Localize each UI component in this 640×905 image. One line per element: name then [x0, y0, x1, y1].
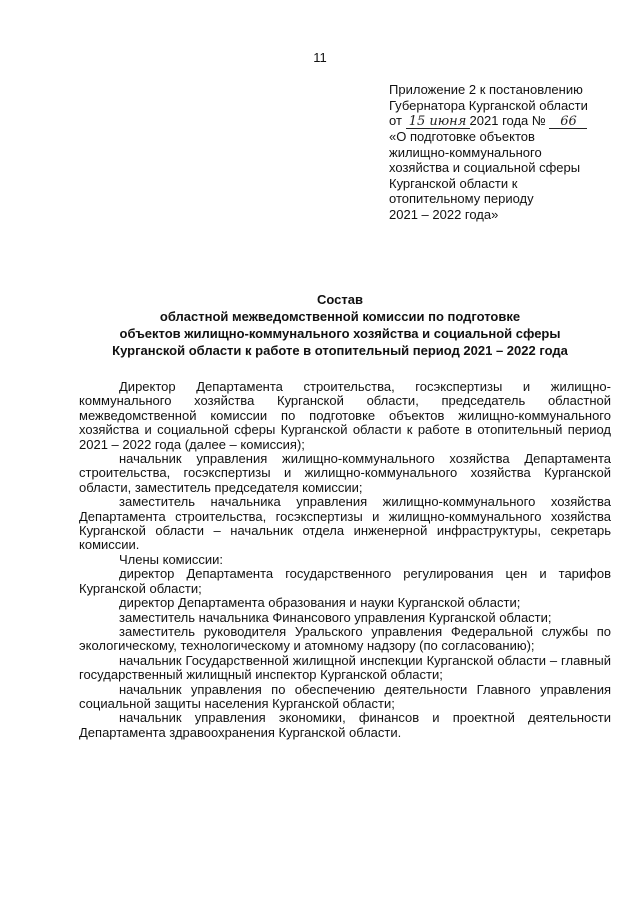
appendix-line: Губернатора Курганской области: [389, 97, 588, 113]
document-title: [40, 291, 640, 359]
member-item: заместитель руководителя Уральского управления Федеральной службы по экологическому, технологическому и атомному надзору (по согласованию);: [79, 623, 611, 654]
member-item: начальник управления экономики, финансов и проектной деятельности Департамента здравоохранения Курганской области.: [79, 710, 611, 740]
title-line: Состав: [317, 292, 363, 307]
appendix-line: Приложение 2 к постановлению: [389, 82, 583, 97]
paragraph-chairman: Директор Департамента строительства, госэкспертизы и жилищно-коммунального хозяйства Курганской области, председатель областной межведомственной комиссии по подготовке объектов жилищно-коммунального хозяйства и социальной сферы Курганской области к работе в отопительный период 2021 – 2022 года (далее – комиссия);: [79, 379, 611, 452]
appendix-line: хозяйства и социальной сферы: [389, 160, 581, 175]
member-item: директор Департамента образования и науки Курганской области;: [119, 595, 521, 611]
appendix-line: отопительному периоду: [389, 191, 534, 206]
member-item: заместитель начальника Финансового управления Курганской области;: [119, 609, 552, 625]
page-number: 11: [313, 50, 327, 65]
member-item: директор Департамента государственного регулирования цен и тарифов Курганской области;: [79, 566, 611, 596]
appendix-line: Курганской области к: [389, 175, 518, 191]
appendix-date-line: [389, 113, 629, 129]
appendix-line: 2021 – 2022 года»: [389, 206, 499, 222]
members-heading: Члены комиссии:: [119, 551, 224, 567]
paragraph-secretary: заместитель начальника управления жилищно-коммунального хозяйства Департамента строительства, госэкспертизы и жилищно-коммунального хозяйства Курганской области – начальник отдела инженерной инфраструктуры, секретарь комиссии.: [79, 494, 611, 553]
member-item: начальник управления по обеспечению деятельности Главного управления социальной защиты населения Курганской области;: [79, 681, 611, 711]
commission-list: [79, 380, 611, 740]
handwritten-number: 66: [549, 116, 587, 129]
member-item: начальник Государственной жилищной инспекции Курганской области – главный государственный жилищный инспектор Курганской области;: [79, 652, 611, 683]
paragraph-deputy-chairman: начальник управления жилищно-коммунального хозяйства Департамента строительства, госэкспертизы и жилищно-коммунального хозяйства Курганской области, заместитель председателя комиссии;: [79, 451, 611, 495]
title-line: Курганской области к работе в отопительный период 2021 – 2022 года: [112, 343, 568, 358]
appendix-from-prefix: от: [389, 113, 402, 128]
appendix-block: [389, 82, 629, 222]
appendix-year-text: 2021 года №: [469, 113, 546, 128]
appendix-line: жилищно-коммунального: [389, 144, 542, 160]
handwritten-date: 15 июня: [406, 116, 470, 129]
appendix-line: «О подготовке объектов: [389, 129, 535, 144]
title-line: объектов жилищно-коммунального хозяйства и социальной сферы: [119, 326, 561, 341]
title-line: областной межведомственной комиссии по подготовке: [159, 309, 521, 324]
